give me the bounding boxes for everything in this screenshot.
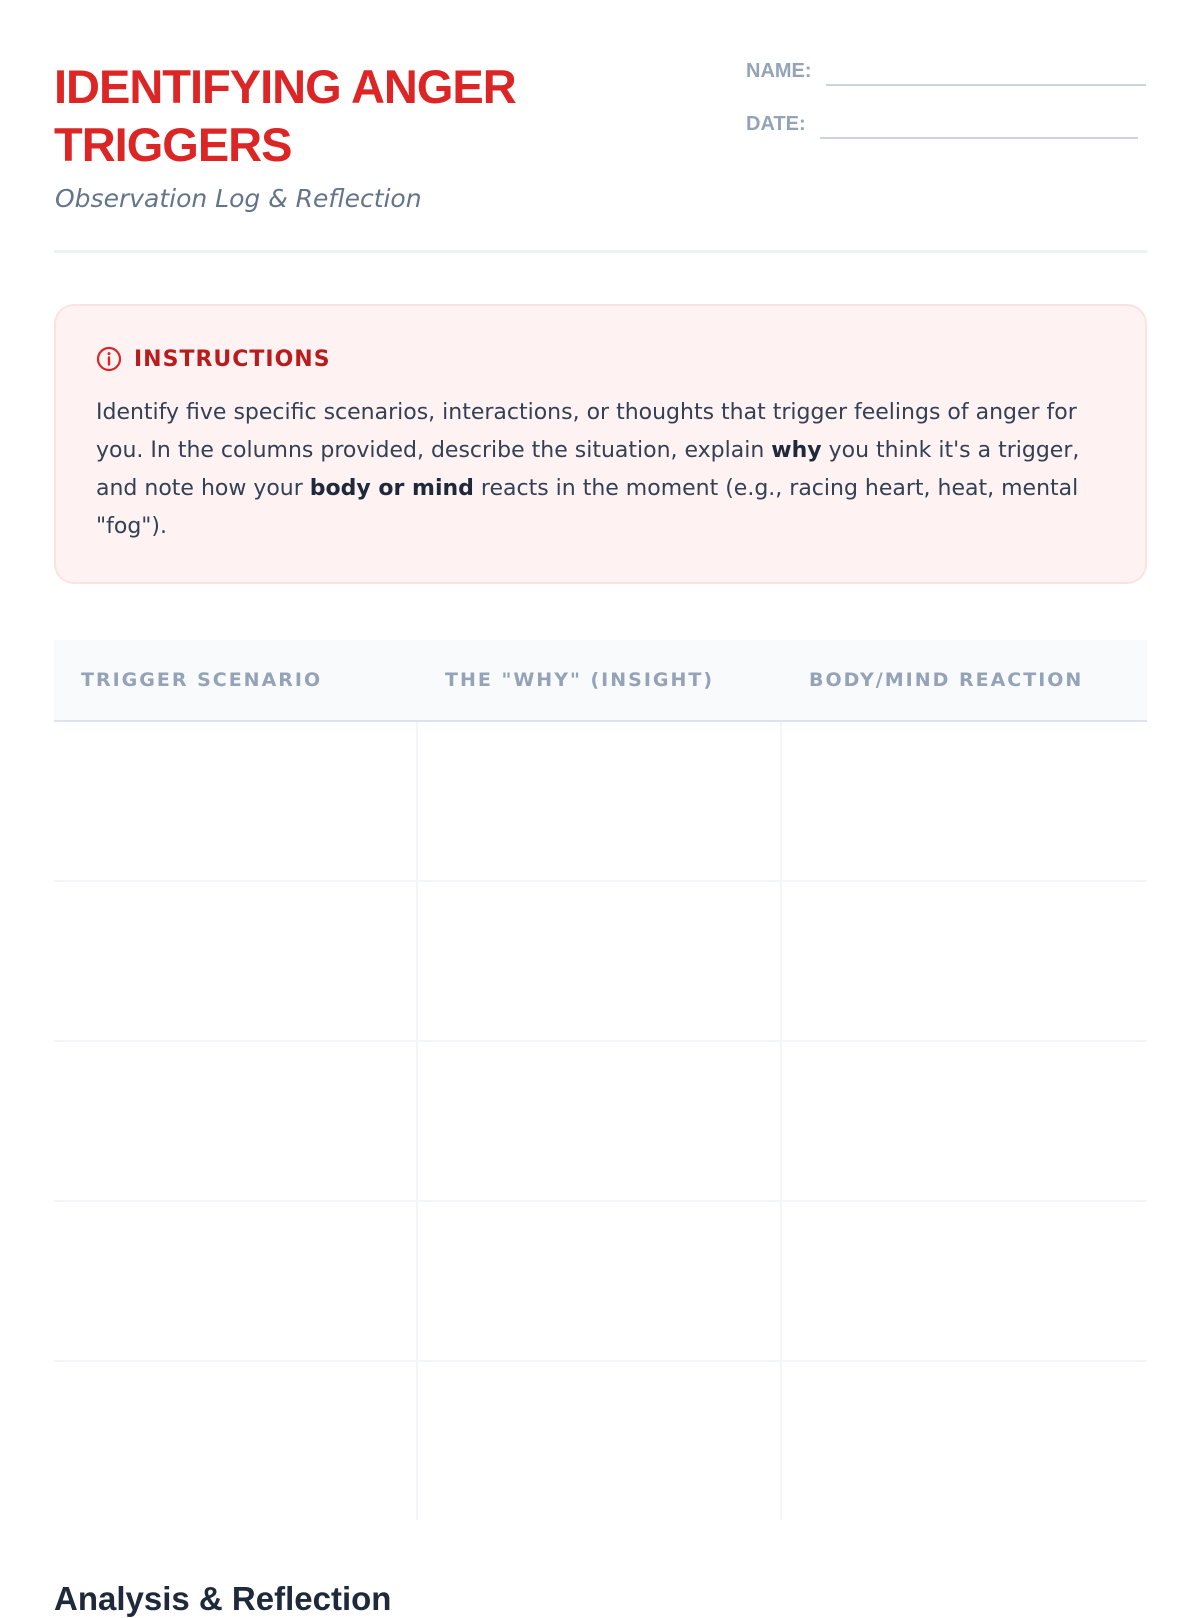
instructions-text-part: Identify five specific scenarios, interactions, or thoughts that trigger feelings of anger for you. In the columns provided, describe the situation, explain <box>96 400 1077 463</box>
body-mind-reaction-cell[interactable] <box>782 882 1146 1040</box>
instructions-box <box>54 304 1147 584</box>
page-subtitle: Observation Log & Reflection <box>55 184 422 213</box>
date-field[interactable] <box>820 137 1138 139</box>
why-insight-cell[interactable] <box>418 1042 782 1200</box>
name-date-block <box>746 56 1146 162</box>
date-label: DATE: <box>746 113 806 135</box>
column-header-why-insight: THE "WHY" (INSIGHT) <box>445 669 715 691</box>
table-row <box>54 722 1147 882</box>
trigger-scenario-cell[interactable] <box>54 1362 418 1520</box>
date-row <box>746 109 1146 139</box>
why-insight-cell[interactable] <box>418 882 782 1040</box>
worksheet-header <box>54 0 1147 253</box>
body-mind-reaction-cell[interactable] <box>782 1202 1146 1360</box>
table-row <box>54 1042 1147 1202</box>
analysis-section-title: Analysis & Reflection <box>54 1580 392 1617</box>
name-row <box>746 56 1146 86</box>
trigger-scenario-cell[interactable] <box>54 1202 418 1360</box>
instructions-text <box>96 394 1096 546</box>
instructions-text-part: reacts in the moment (e.g., racing heart, heat, mental "fog"). <box>96 476 1079 539</box>
name-label: NAME: <box>746 60 812 82</box>
table-row <box>54 882 1147 1042</box>
instructions-title: INSTRUCTIONS <box>134 346 331 372</box>
trigger-scenario-cell[interactable] <box>54 722 418 880</box>
page-title: IDENTIFYING ANGER TRIGGERS <box>54 60 516 171</box>
table-row <box>54 1202 1147 1362</box>
trigger-log-table <box>54 640 1147 1520</box>
table-row <box>54 1362 1147 1520</box>
why-insight-cell[interactable] <box>418 1202 782 1360</box>
instructions-header <box>96 346 1105 372</box>
instructions-bold-body-mind: body or mind <box>309 476 474 501</box>
name-field[interactable] <box>826 84 1146 86</box>
why-insight-cell[interactable] <box>418 1362 782 1520</box>
body-mind-reaction-cell[interactable] <box>782 1042 1146 1200</box>
column-header-trigger-scenario: TRIGGER SCENARIO <box>81 669 323 691</box>
trigger-scenario-cell[interactable] <box>54 1042 418 1200</box>
table-header <box>54 640 1147 722</box>
body-mind-reaction-cell[interactable] <box>782 722 1146 880</box>
trigger-scenario-cell[interactable] <box>54 882 418 1040</box>
why-insight-cell[interactable] <box>418 722 782 880</box>
body-mind-reaction-cell[interactable] <box>782 1362 1146 1520</box>
instructions-text-part: you think it's a trigger, and note how your <box>96 438 1080 501</box>
worksheet-page <box>54 0 1147 1617</box>
column-header-body-mind-reaction: BODY/MIND REACTION <box>809 669 1084 691</box>
instructions-bold-why: why <box>771 438 822 463</box>
info-icon <box>96 346 122 372</box>
